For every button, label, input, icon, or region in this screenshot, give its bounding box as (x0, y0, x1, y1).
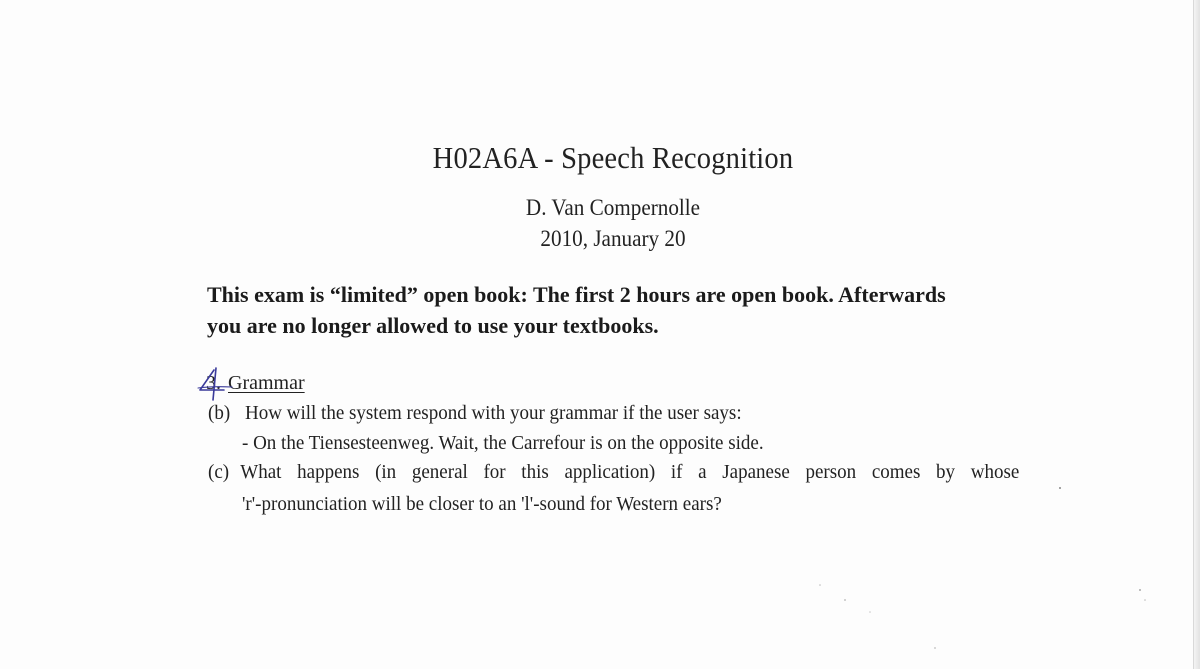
question-c-continuation: 'r'-pronunciation will be closer to an 'l'-sound for Western ears? (242, 493, 722, 515)
section-number-text: 3. (206, 372, 221, 394)
exam-date: 2010, January 20 (540, 226, 686, 251)
question-b-example: - On the Tiensesteenweg. Wait, the Carrefour is on the opposite side. (242, 432, 764, 454)
question-b-text: How will the system respond with your grammar if the user says: (245, 402, 742, 424)
exam-author: D. Van Compernolle (525, 195, 701, 220)
page-edge (1194, 0, 1200, 669)
question-b-label: (b) (208, 402, 231, 424)
question-c-text: What happens (in general for this application) if a Japanese person comes by whose (240, 461, 1020, 483)
notice-line-1: This exam is “limited” open book: The first 2 hours are open book. Afterwards (207, 282, 946, 307)
exam-title: H02A6A - Speech Recognition (432, 140, 794, 175)
notice-line-2: you are no longer allowed to use your textbooks. (207, 313, 659, 338)
question-c (208, 461, 1023, 484)
section-number (206, 372, 221, 395)
section-title: Grammar (228, 372, 305, 394)
question-c-label: (c) (208, 461, 230, 483)
section-heading (206, 372, 305, 395)
question-b (208, 402, 742, 425)
handwritten-correction-mark (194, 366, 234, 402)
exam-notice (207, 279, 1007, 341)
